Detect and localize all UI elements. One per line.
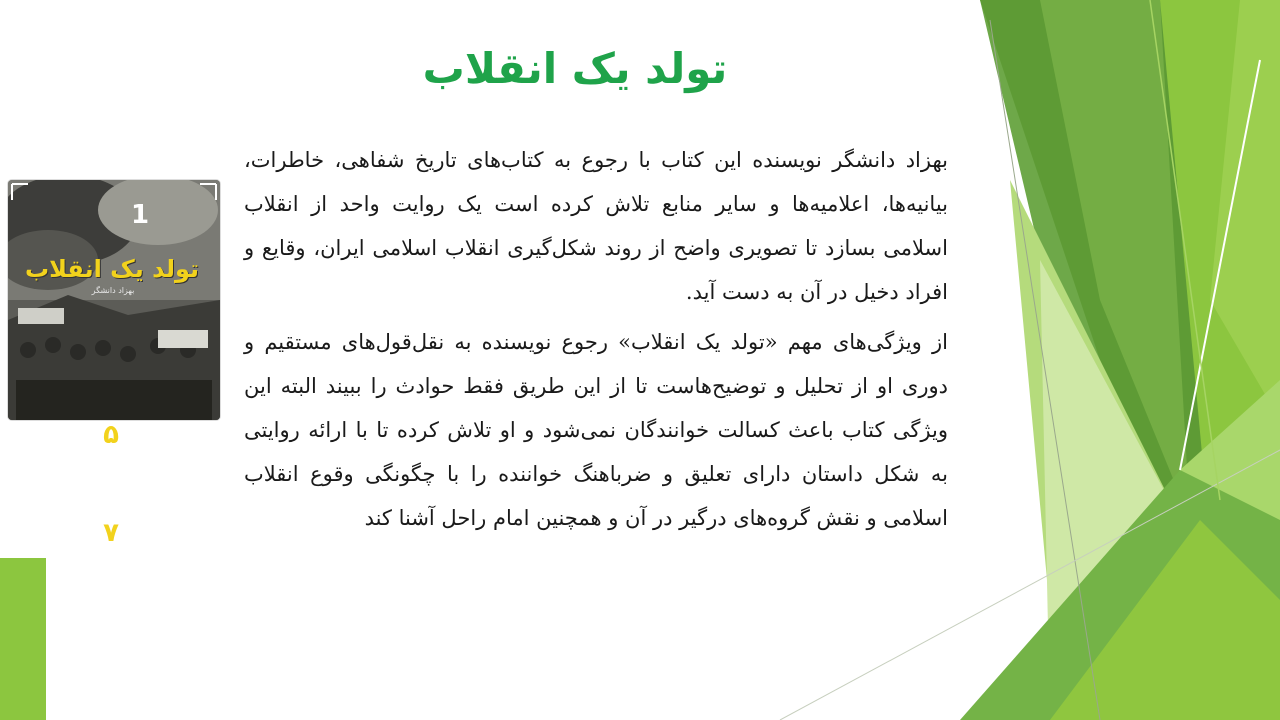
left-green-bar — [0, 558, 46, 720]
slide-title: تولد یک انقلاب — [422, 44, 728, 93]
body-text — [244, 138, 948, 540]
paragraph-1: بهزاد دانشگر نویسنده این کتاب با رجوع به کتاب‌های تاریخ شفاهی، خاطرات، بیانیه‌ها، اعلامیه‌ها و سایر منابع تلاش کرده است یک روایت واحد از انقلاب اسلامی بسازد تا تصویری واضح از روند شکل‌گیری انقلاب اسلامی ایران، وقایع و افراد دخیل در آن به دست آید. — [244, 148, 948, 304]
cover-title: تولد یک انقلاب — [24, 255, 200, 283]
side-number-7: ۷ — [103, 518, 119, 548]
paragraph-2: از ویژگی‌های مهم «تولد یک انقلاب» رجوع نویسنده به نقل‌قول‌های مستقیم و دوری او از تحلیل و توضیح‌هاست تا از این طریق فقط حوادث را ببیند البته این ویژگی کتاب باعث کسالت خوانندگان نمی‌شود و او تلاش کرده تا با ارائه روایتی به شکل داستان دارای تعلیق و ضرباهنگ خواننده را با چگونگی وقوع انقلاب اسلامی و نقش گروه‌های درگیر در آن و همچنین امام راحل آشنا کند — [244, 330, 948, 530]
cover-photo-art — [8, 180, 220, 420]
cover-author: بهزاد دانشگر — [91, 286, 135, 295]
side-number-5: ۵ — [103, 420, 119, 450]
book-cover-image — [8, 180, 220, 420]
cover-corner-number: 1 — [130, 200, 150, 230]
